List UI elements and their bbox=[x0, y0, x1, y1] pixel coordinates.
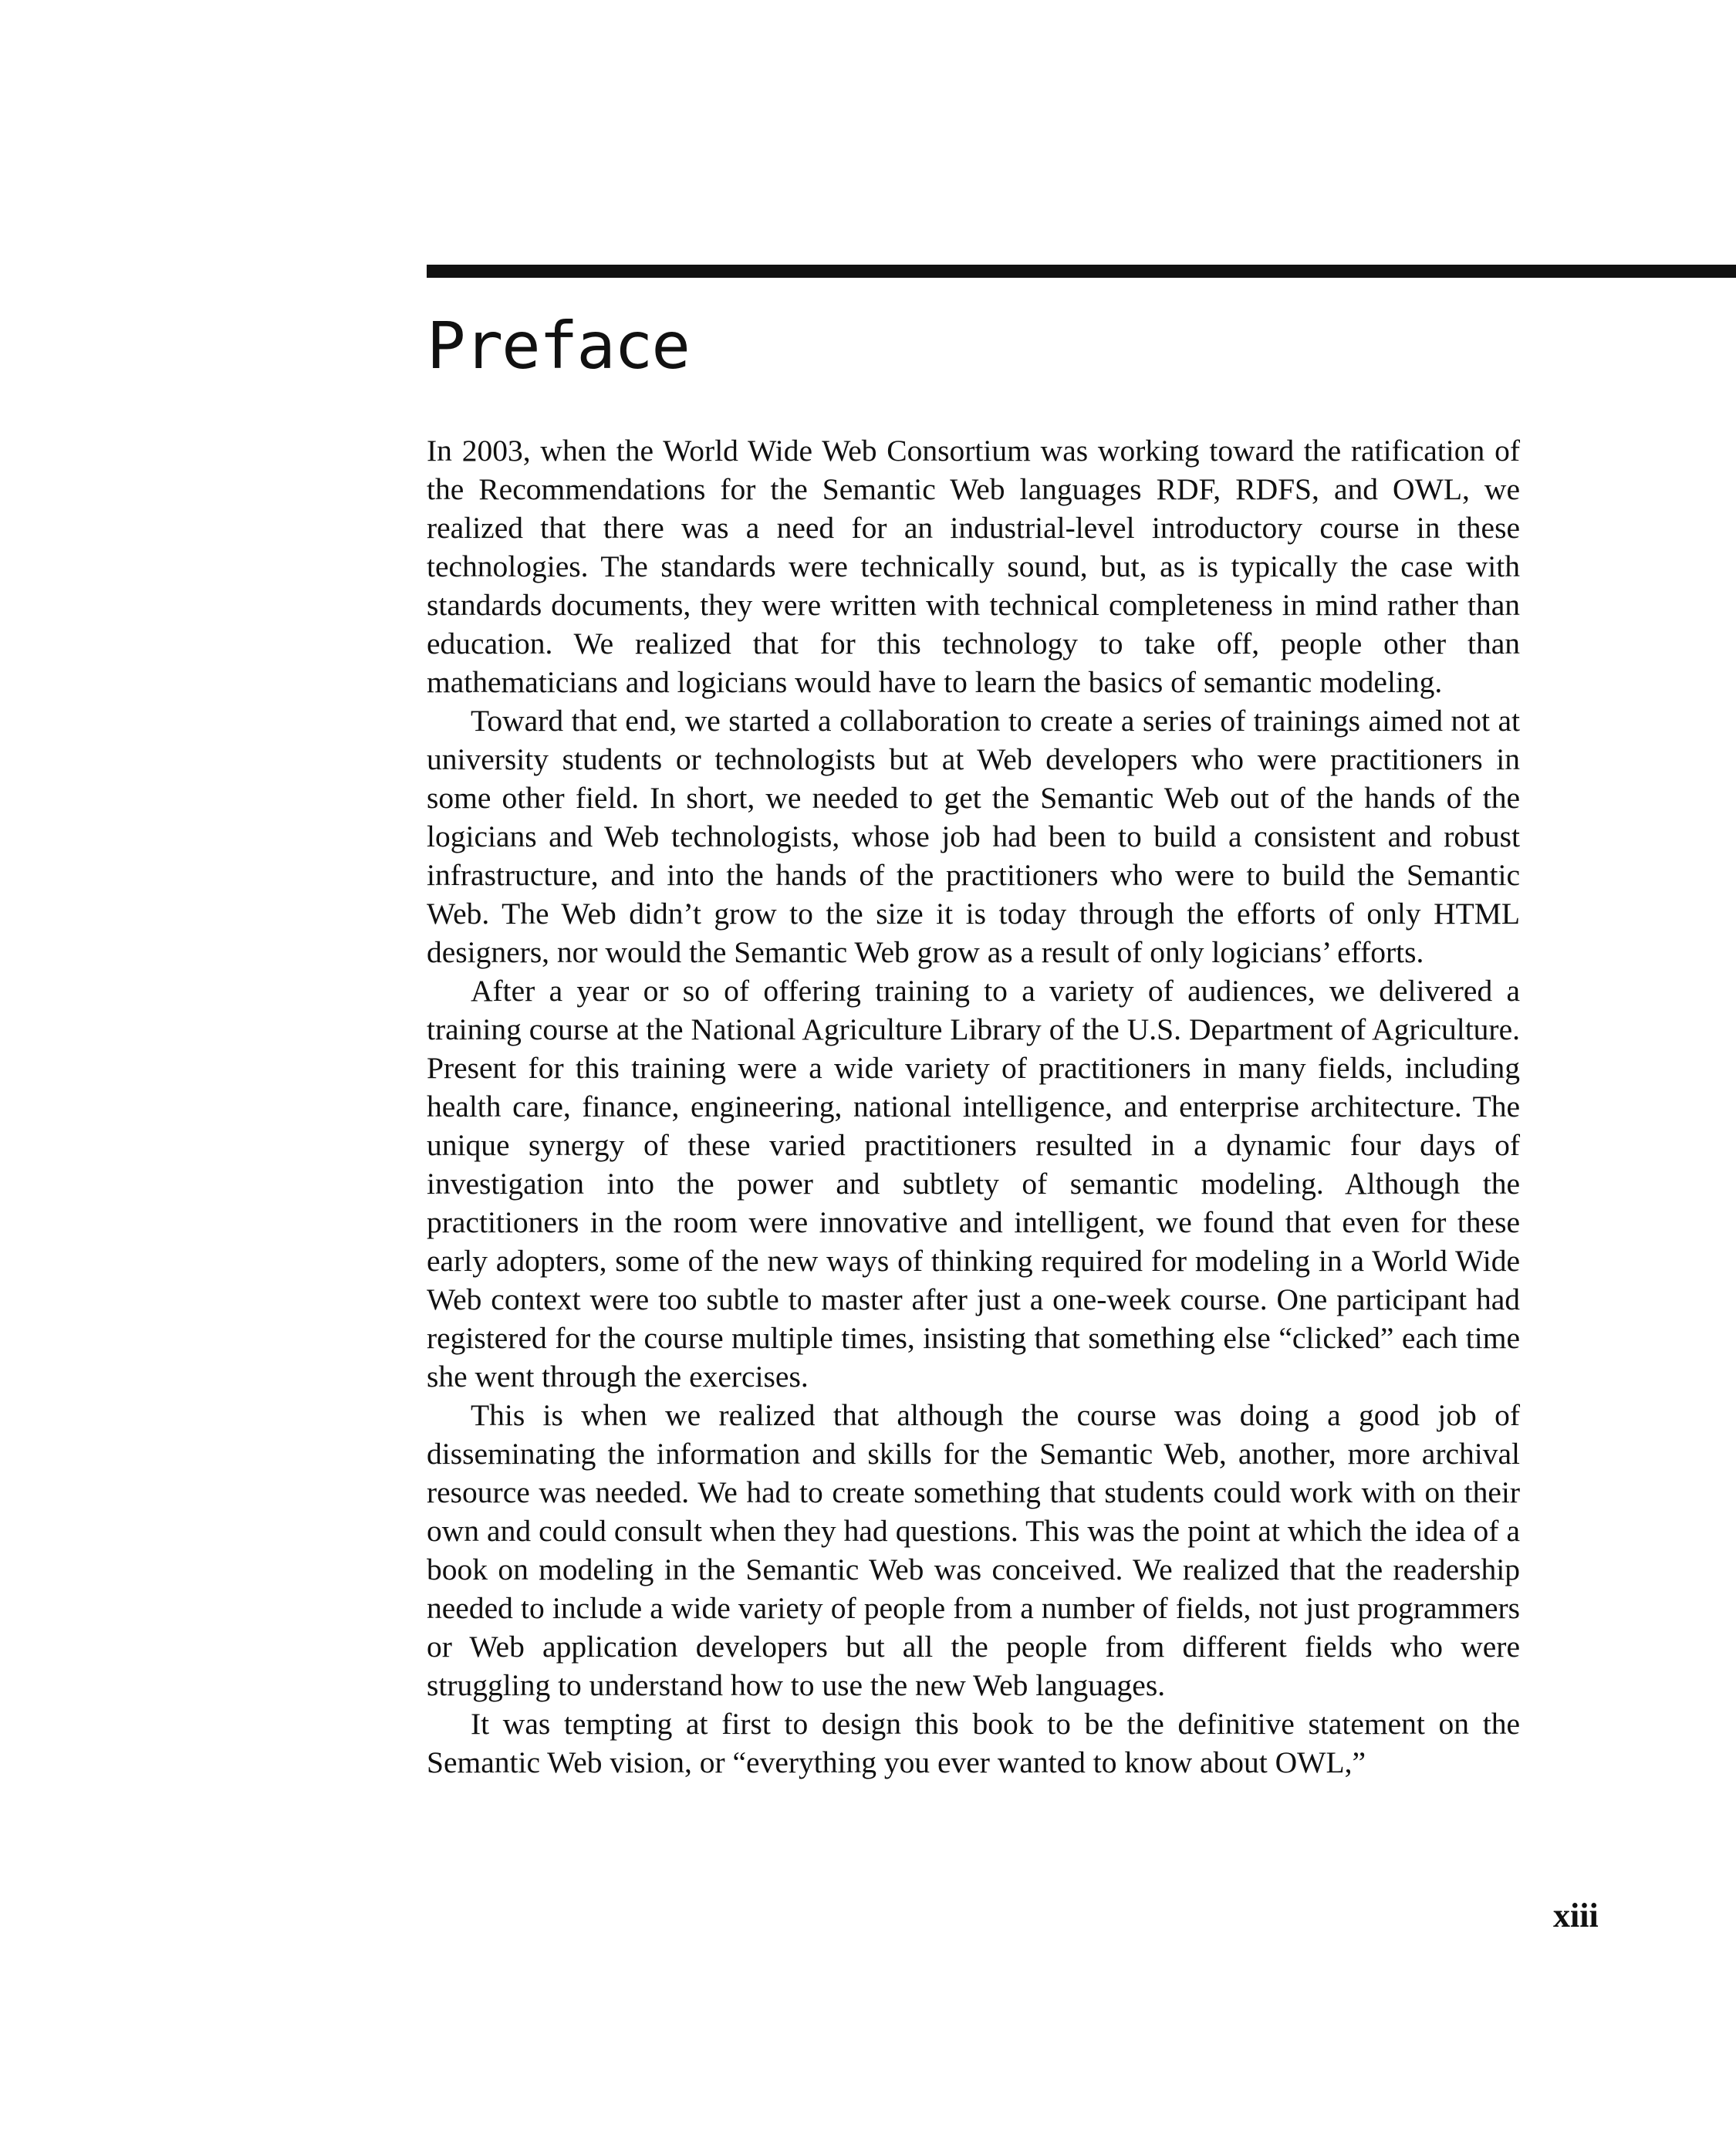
preface-body bbox=[427, 431, 1520, 1782]
paragraph-5: It was tempting at first to design this book to be the definitive statement on the Semantic Web vision, or “everything you ever wanted to know about OWL,” bbox=[427, 1707, 1520, 1779]
paragraph-1: In 2003, when the World Wide Web Consortium was working toward the ratification of the Recommendations for the Semantic Web languages RDF, RDFS, and OWL, we realized that there was a need for an industrial-level introductory course in these technologies. The standards were technically sound, but, as is typically the case with standards documents, they were written with technical completeness in mind rather than education. We realized that for this technology to take off, people other than mathematicians and logicians would have to learn the basics of semantic modeling. bbox=[427, 434, 1520, 699]
chapter-title: Preface bbox=[427, 308, 690, 383]
paragraph-2: Toward that end, we started a collaboration to create a series of trainings aimed not at university students or technologists but at Web developers who were practitioners in some other field. In short, we needed to get the Semantic Web out of the hands of the logicians and Web technologists, whose job had been to build a consistent and robust infrastructure, and into the hands of the practitioners who were to build the Semantic Web. The Web didn’t grow to the size it is today through the efforts of only HTML designers, nor would the Semantic Web grow as a result of only logicians’ efforts. bbox=[427, 704, 1520, 969]
paragraph-4: This is when we realized that although the course was doing a good job of disseminating the information and skills for the Semantic Web, another, more archival resource was needed. We had to create something that students could work with on their own and could consult when they had questions. This was the point at which the idea of a book on modeling in the Semantic Web was conceived. We realized that the readership needed to include a wide variety of people from a number of fields, not just programmers or Web application developers but all the people from different fields who were struggling to understand how to use the new Web languages. bbox=[427, 1398, 1520, 1702]
paragraph-3: After a year or so of offering training to a variety of audiences, we delivered a training course at the National Agriculture Library of the U.S. Department of Agriculture. Present for this training were a wide variety of practitioners in many fields, including health care, finance, engineering, national intelligence, and enterprise architecture. The unique synergy of these varied practitioners resulted in a dynamic four days of investigation into the power and subtlety of semantic modeling. Although the practitioners in the room were innovative and intelligent, we found that even for these early adopters, some of the new ways of thinking required for modeling in a World Wide Web context were too subtle to master after just a one-week course. One participant had registered for the course multiple times, insisting that something else “clicked” each time she went through the exercises. bbox=[427, 974, 1520, 1394]
chapter-heading-rule bbox=[427, 265, 1736, 278]
page-number: xiii bbox=[1553, 1897, 1599, 1934]
